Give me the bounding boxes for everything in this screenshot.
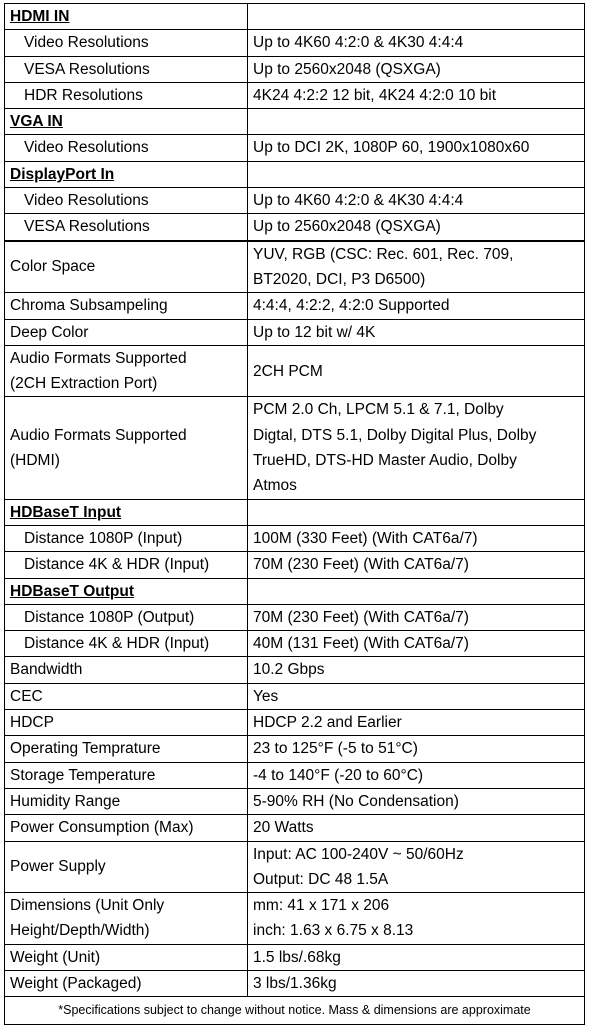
section-header-row (5, 499, 585, 525)
section-title: HDMI IN (5, 4, 248, 30)
section-title: HDBaseT Input (5, 499, 248, 525)
spec-value: Yes (248, 683, 585, 709)
spec-row (5, 736, 585, 762)
spec-value: Up to 2560x2048 (QSXGA) (248, 56, 585, 82)
spec-label: Storage Temperature (5, 762, 248, 788)
spec-label: HDR Resolutions (5, 82, 248, 108)
spec-label: Distance 4K & HDR (Input) (5, 552, 248, 578)
spec-row (5, 893, 585, 945)
spec-row (5, 762, 585, 788)
spec-row (5, 293, 585, 319)
spec-value: 3 lbs/1.36kg (248, 970, 585, 996)
spec-row (5, 710, 585, 736)
spec-value: 4K24 4:2:2 12 bit, 4K24 4:2:0 10 bit (248, 82, 585, 108)
spec-value: HDCP 2.2 and Earlier (248, 710, 585, 736)
spec-value: mm: 41 x 171 x 206 inch: 1.63 x 6.75 x 8.13 (248, 893, 585, 945)
spec-label: Power Supply (5, 841, 248, 893)
spec-value: 10.2 Gbps (248, 657, 585, 683)
spec-value: 40M (131 Feet) (With CAT6a/7) (248, 631, 585, 657)
section-header-row (5, 578, 585, 604)
spec-value (248, 578, 585, 604)
spec-value: 1.5 lbs/.68kg (248, 944, 585, 970)
spec-label: Distance 1080P (Input) (5, 525, 248, 551)
spec-row (5, 788, 585, 814)
spec-label: Video Resolutions (5, 30, 248, 56)
spec-label: Deep Color (5, 319, 248, 345)
spec-row (5, 841, 585, 893)
spec-value: 2CH PCM (248, 345, 585, 397)
spec-row (5, 683, 585, 709)
spec-value (248, 109, 585, 135)
spec-row (5, 135, 585, 161)
spec-label: CEC (5, 683, 248, 709)
spec-value: YUV, RGB (CSC: Rec. 601, Rec. 709, BT2020, DCI, P3 D6500) (248, 241, 585, 293)
spec-value: PCM 2.0 Ch, LPCM 5.1 & 7.1, Dolby Digtal, DTS 5.1, Dolby Digital Plus, Dolby TrueHD, DTS-HD Master Audio, Dolby Atmos (248, 397, 585, 499)
spec-label: Distance 4K & HDR (Input) (5, 631, 248, 657)
section-header-row (5, 109, 585, 135)
spec-row (5, 944, 585, 970)
section-title: VGA IN (5, 109, 248, 135)
spec-row (5, 815, 585, 841)
spec-value: Input: AC 100-240V ~ 50/60Hz Output: DC 48 1.5A (248, 841, 585, 893)
spec-label: Audio Formats Supported (2CH Extraction Port) (5, 345, 248, 397)
footnote-row (5, 997, 585, 1025)
spec-row (5, 525, 585, 551)
spec-label: Distance 1080P (Output) (5, 604, 248, 630)
spec-row (5, 604, 585, 630)
spec-label: Bandwidth (5, 657, 248, 683)
spec-value: Up to DCI 2K, 1080P 60, 1900x1080x60 (248, 135, 585, 161)
spec-row (5, 397, 585, 499)
spec-table (4, 3, 585, 1025)
spec-table-body (5, 4, 585, 1025)
spec-label: VESA Resolutions (5, 56, 248, 82)
spec-row (5, 552, 585, 578)
spec-value: 5-90% RH (No Condensation) (248, 788, 585, 814)
spec-label: Humidity Range (5, 788, 248, 814)
spec-row (5, 241, 585, 293)
footnote-text: *Specifications subject to change without notice. Mass & dimensions are approximate (5, 997, 585, 1025)
spec-row (5, 345, 585, 397)
spec-row (5, 214, 585, 240)
spec-value: Up to 12 bit w/ 4K (248, 319, 585, 345)
spec-value: -4 to 140°F (-20 to 60°C) (248, 762, 585, 788)
spec-value: Up to 4K60 4:2:0 & 4K30 4:4:4 (248, 188, 585, 214)
spec-label: Weight (Packaged) (5, 970, 248, 996)
section-title: HDBaseT Output (5, 578, 248, 604)
spec-value: 70M (230 Feet) (With CAT6a/7) (248, 552, 585, 578)
spec-label: Color Space (5, 241, 248, 293)
spec-label: Weight (Unit) (5, 944, 248, 970)
spec-value: 4:4:4, 4:2:2, 4:2:0 Supported (248, 293, 585, 319)
spec-row (5, 56, 585, 82)
spec-value: 70M (230 Feet) (With CAT6a/7) (248, 604, 585, 630)
spec-value (248, 499, 585, 525)
spec-value (248, 4, 585, 30)
spec-label: Video Resolutions (5, 135, 248, 161)
spec-label: HDCP (5, 710, 248, 736)
section-header-row (5, 161, 585, 187)
spec-value: Up to 2560x2048 (QSXGA) (248, 214, 585, 240)
spec-value: 23 to 125°F (-5 to 51°C) (248, 736, 585, 762)
spec-value: 20 Watts (248, 815, 585, 841)
spec-label: Chroma Subsampeling (5, 293, 248, 319)
spec-label: Video Resolutions (5, 188, 248, 214)
spec-row (5, 319, 585, 345)
spec-row (5, 970, 585, 996)
spec-label: Operating Temprature (5, 736, 248, 762)
spec-label: Audio Formats Supported (HDMI) (5, 397, 248, 499)
spec-row (5, 631, 585, 657)
spec-label: Power Consumption (Max) (5, 815, 248, 841)
spec-value: Up to 4K60 4:2:0 & 4K30 4:4:4 (248, 30, 585, 56)
section-header-row (5, 4, 585, 30)
spec-row (5, 30, 585, 56)
spec-row (5, 188, 585, 214)
spec-row (5, 82, 585, 108)
spec-label: VESA Resolutions (5, 214, 248, 240)
spec-value (248, 161, 585, 187)
section-title: DisplayPort In (5, 161, 248, 187)
spec-row (5, 657, 585, 683)
spec-label: Dimensions (Unit Only Height/Depth/Width) (5, 893, 248, 945)
spec-value: 100M (330 Feet) (With CAT6a/7) (248, 525, 585, 551)
